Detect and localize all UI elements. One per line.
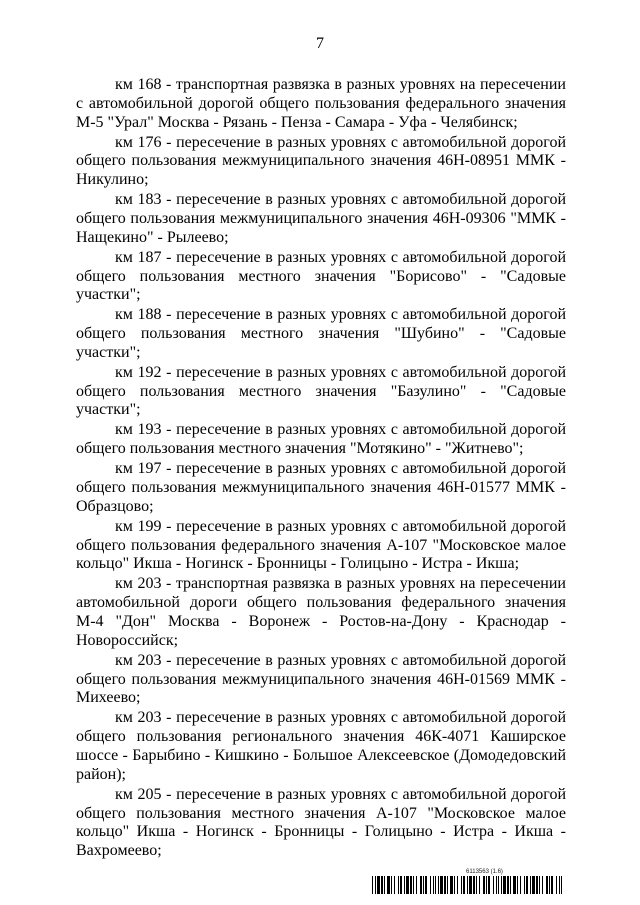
paragraph-km-168: км 168 - транспортная развязка в разных уровнях на пересечении с автомобильной дорогой общего пользования федерального значения М-5 "Урал" Москва - Рязань - Пенза - Самара - Уфа - Челябинск; (76, 76, 566, 131)
paragraph-km-205: км 205 - пересечение в разных уровнях с автомобильной дорогой общего пользования местного значения А-107 "Московское малое кольцо" Икша - Ногинск - Бронницы - Голицыно - Истра - Икша - Вахромеево; (76, 785, 566, 860)
document-code: 6113563 (1.6) (466, 869, 503, 875)
document-body (76, 76, 566, 862)
paragraph-km-197: км 197 - пересечение в разных уровнях с автомобильной дорогой общего пользования межмуниципального значения 46Н-01577 ММК - Образцово; (76, 460, 566, 515)
paragraph-km-188: км 188 - пересечение в разных уровнях с автомобильной дорогой общего пользования местного значения "Шубино" - "Садовые участки"; (76, 306, 566, 361)
page-number: 7 (316, 35, 324, 52)
paragraph-km-199: км 199 - пересечение в разных уровнях с автомобильной дорогой общего пользования федерального значения А-107 "Московское малое кольцо" Икша - Ногинск - Бронницы - Голицыно - Истра - Икша; (76, 517, 566, 573)
paragraph-km-203-junction: км 203 - транспортная развязка в разных уровнях на пересечении автомобильной дороги общего пользования федерального значения М-4 "Дон" Москва - Воронеж - Ростов-на-Дону - Краснодар - Новороссийск; (76, 575, 566, 649)
paragraph-km-203-mikheevo: км 203 - пересечение в разных уровнях с автомобильной дорогой общего пользования межмуниципального значения 46Н-01569 ММК - Михеево; (76, 651, 566, 707)
barcode-image (372, 876, 564, 894)
paragraph-km-183: км 183 - пересечение в разных уровнях с автомобильной дорогой общего пользования межмуниципального значения 46Н-09306 "ММК - Нащекино" - Рылеево; (76, 191, 566, 246)
paragraph-km-176: км 176 - пересечение в разных уровнях с автомобильной дорогой общего пользования межмуниципального значения 46Н-08951 ММК - Никулино; (76, 133, 566, 189)
paragraph-km-193: км 193 - пересечение в разных уровнях с автомобильной дорогой общего пользования местного значения "Мотякино" - "Житнево"; (76, 421, 566, 458)
paragraph-km-192: км 192 - пересечение в разных уровнях с автомобильной дорогой общего пользования местного значения "Базулино" - "Садовые участки"; (76, 363, 566, 419)
paragraph-km-203-kashirskoe: км 203 - пересечение в разных уровнях с автомобильной дорогой общего пользования регионального значения 46К-4071 Каширское шоссе - Барыбино - Кишкино - Большое Алексеевское (Домодедовский район); (76, 709, 566, 783)
paragraph-km-187: км 187 - пересечение в разных уровнях с автомобильной дорогой общего пользования местного значения "Борисово" - "Садовые участки"; (76, 248, 566, 304)
